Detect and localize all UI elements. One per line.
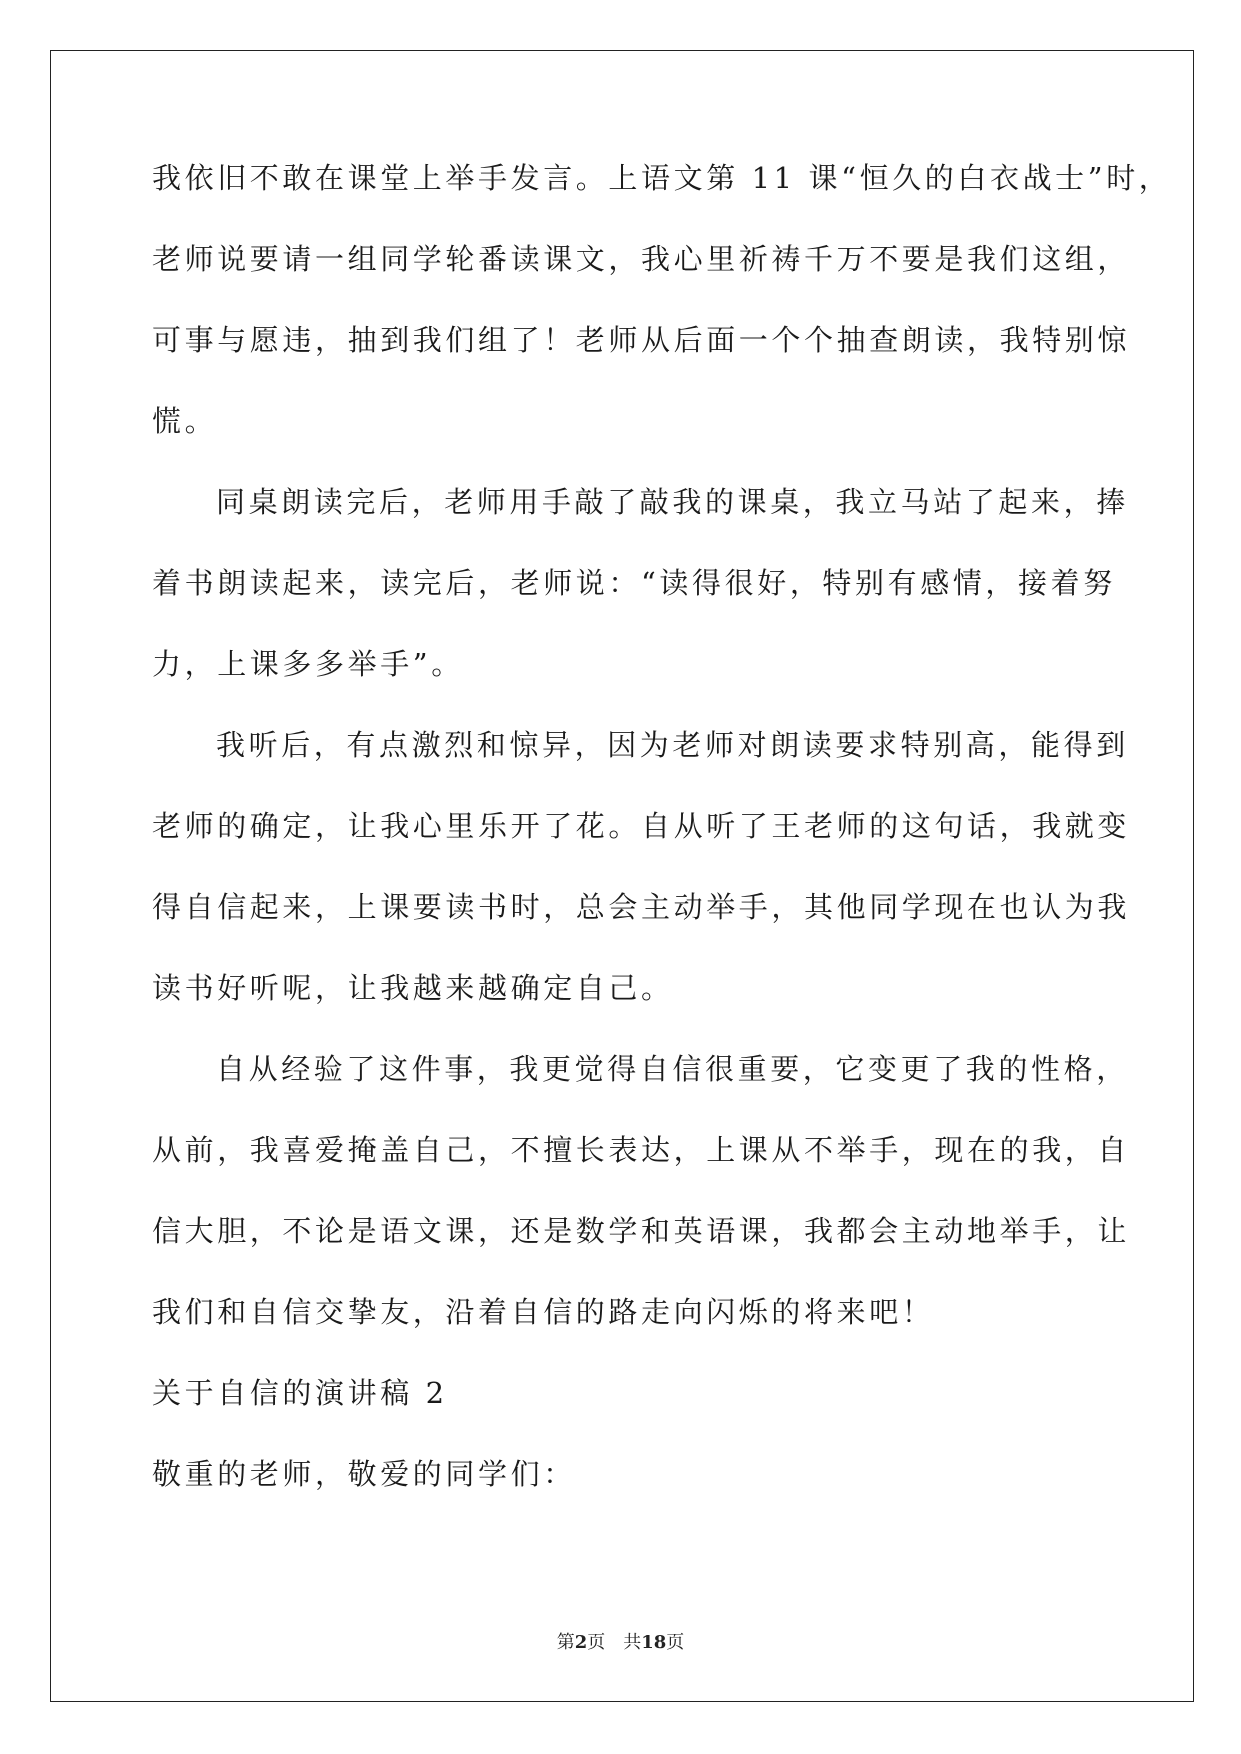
paragraph-line: 读书好听呢，让我越来越确定自己。	[152, 971, 674, 1005]
total-page-count: 18	[641, 1632, 667, 1653]
paragraph-line: 我们和自信交挚友，沿着自信的路走向闪烁的将来吧！	[152, 1295, 935, 1329]
paragraph-line: 老师的确定，让我心里乐开了花。自从听了王老师的这句话，我就变	[152, 809, 1131, 843]
page-unit: 页	[587, 1632, 606, 1653]
page-footer	[0, 1628, 1241, 1654]
paragraph-line: 自从经验了这件事，我更觉得自信很重要，它变更了我的性格，	[216, 1052, 1129, 1086]
paragraph-line: 从前，我喜爱掩盖自己，不擅长表达，上课从不举手，现在的我，自	[152, 1133, 1131, 1167]
paragraph-line: 老师说要请一组同学轮番读课文，我心里祈祷千万不要是我们这组，	[152, 242, 1131, 276]
paragraph-line: 可事与愿违，抽到我们组了！老师从后面一个个抽查朗读，我特别惊	[152, 323, 1131, 357]
page-prefix: 第	[556, 1632, 575, 1653]
current-page-number: 2	[574, 1632, 588, 1653]
total-prefix: 共	[623, 1632, 642, 1653]
paragraph-line: 我听后，有点激烈和惊异，因为老师对朗读要求特别高，能得到	[216, 728, 1129, 762]
page-border	[50, 50, 1194, 1702]
paragraph-line: 慌。	[152, 404, 218, 438]
paragraph-line: 同桌朗读完后，老师用手敲了敲我的课桌，我立马站了起来，捧	[216, 485, 1129, 519]
section-heading: 关于自信的演讲稿 2	[152, 1376, 448, 1410]
paragraph-line: 力，上课多多举手”。	[152, 647, 464, 681]
total-unit: 页	[666, 1632, 685, 1653]
paragraph-line: 我依旧不敢在课堂上举手发言。上语文第 11 课“恒久的白衣战士”时，	[152, 161, 1172, 195]
salutation: 敬重的老师，敬爱的同学们：	[152, 1457, 576, 1491]
paragraph-line: 得自信起来，上课要读书时，总会主动举手，其他同学现在也认为我	[152, 890, 1131, 924]
paragraph-line: 信大胆，不论是语文课，还是数学和英语课，我都会主动地举手，让	[152, 1214, 1131, 1248]
paragraph-line: 着书朗读起来，读完后，老师说：“读得很好，特别有感情，接着努	[152, 566, 1116, 600]
